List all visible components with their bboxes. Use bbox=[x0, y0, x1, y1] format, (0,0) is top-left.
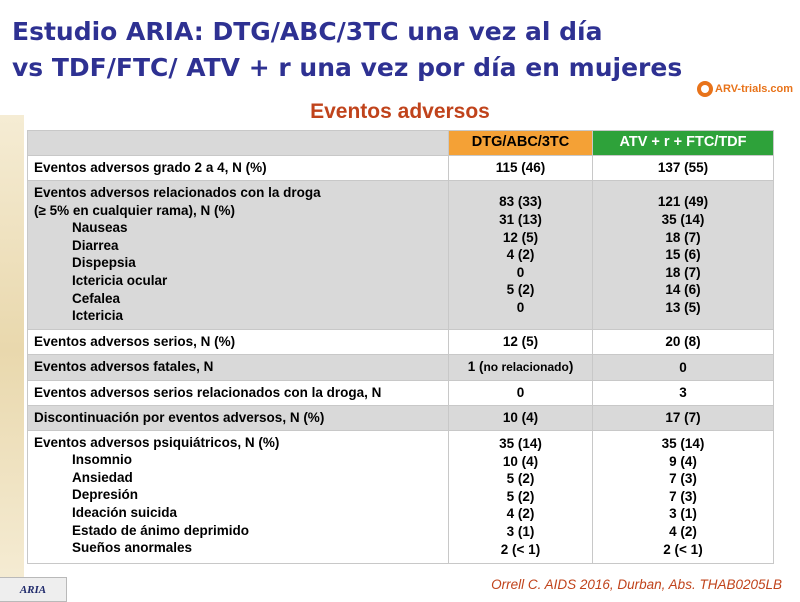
total-value: 83 (33) bbox=[499, 194, 542, 210]
row-values-dtg bbox=[449, 430, 593, 563]
row-label: Eventos adversos fatales, N bbox=[28, 355, 449, 381]
title-line-2: vs TDF/FTC/ ATV + r una vez por día en mujeres bbox=[12, 53, 683, 82]
total-value: 121 (49) bbox=[657, 194, 709, 210]
row-label: (≥ 5% en cualquier rama), N (%) bbox=[34, 202, 235, 218]
slide-subtitle: Eventos adversos bbox=[310, 100, 490, 123]
sub-item-value: 10 (4) bbox=[502, 453, 539, 469]
sub-item-label: Ictericia ocular bbox=[72, 272, 168, 288]
table-row bbox=[28, 405, 774, 430]
row-value-atv: 20 (8) bbox=[593, 330, 774, 355]
sub-item-label: Nauseas bbox=[72, 220, 128, 236]
sub-item-value: 4 (2) bbox=[506, 247, 535, 263]
sub-item-label: Cefalea bbox=[72, 290, 121, 306]
row-label: Eventos adversos serios, N (%) bbox=[28, 330, 449, 355]
row-value-atv: 0 bbox=[593, 355, 774, 381]
row-label: Eventos adversos psiquiátricos, N (%) bbox=[34, 434, 280, 450]
sub-item-value: 18 (7) bbox=[665, 229, 701, 245]
sub-item-value: 9 (4) bbox=[669, 453, 697, 469]
row-values-dtg bbox=[449, 181, 593, 330]
total-value: 35 (14) bbox=[499, 436, 542, 452]
row-values-atv bbox=[593, 181, 774, 330]
row-value-atv: 3 bbox=[593, 380, 774, 405]
table-row bbox=[28, 330, 774, 355]
row-label-group bbox=[28, 181, 449, 330]
sub-item-value: 35 (14) bbox=[661, 212, 705, 228]
sub-item-value: 15 (6) bbox=[665, 247, 701, 263]
sub-item-label: Diarrea bbox=[72, 237, 119, 253]
header-cell-atv: ATV + r + FTC/TDF bbox=[593, 131, 774, 156]
row-label-group bbox=[28, 430, 449, 563]
row-value-dtg: 0 bbox=[449, 380, 593, 405]
header-cell-blank bbox=[28, 131, 449, 156]
logo-text: ARV-trials.com bbox=[715, 83, 794, 95]
arv-trials-logo bbox=[697, 80, 793, 98]
sub-item-value: 0 bbox=[516, 299, 525, 315]
sub-item-value: 7 (3) bbox=[669, 488, 697, 504]
sub-item-value: 2 (< 1) bbox=[663, 541, 703, 557]
sub-item-value: 14 (6) bbox=[665, 282, 701, 298]
sub-item-value: 3 (1) bbox=[506, 523, 535, 539]
table-row bbox=[28, 430, 774, 563]
row-value-dtg: 115 (46) bbox=[449, 156, 593, 181]
slide-title bbox=[12, 14, 692, 86]
row-value-atv: 17 (7) bbox=[593, 405, 774, 430]
total-value: 35 (14) bbox=[661, 436, 705, 452]
sub-item-value: 4 (2) bbox=[506, 506, 535, 522]
row-values-atv bbox=[593, 430, 774, 563]
logo-icon bbox=[697, 81, 713, 97]
header-cell-dtg: DTG/ABC/3TC bbox=[449, 131, 593, 156]
value-note: no relacionado bbox=[483, 360, 569, 374]
sub-item-label: Insomnio bbox=[72, 452, 132, 468]
table-row bbox=[28, 355, 774, 381]
table-row bbox=[28, 156, 774, 181]
sub-item-label: Estado de ánimo deprimido bbox=[72, 522, 250, 538]
table-row bbox=[28, 380, 774, 405]
sub-item-value: 3 (1) bbox=[669, 506, 697, 522]
sub-item-value: 5 (2) bbox=[506, 282, 535, 298]
adverse-events-table bbox=[27, 130, 774, 564]
reference-citation: Orrell C. AIDS 2016, Durban, Abs. THAB0205LB bbox=[491, 577, 782, 592]
sub-item-label: Ictericia bbox=[72, 308, 124, 324]
table-row bbox=[28, 181, 774, 330]
sub-item-value: 13 (5) bbox=[665, 299, 701, 315]
sub-item-value: 31 (13) bbox=[499, 212, 542, 228]
sub-item-value: 18 (7) bbox=[665, 264, 701, 280]
row-value-dtg: 10 (4) bbox=[449, 405, 593, 430]
sub-item-label: Dispepsia bbox=[72, 255, 136, 271]
value-main: 1 ( bbox=[467, 359, 484, 374]
row-label: Eventos adversos serios relacionados con la droga, N bbox=[28, 380, 449, 405]
value-close: ) bbox=[568, 359, 574, 374]
side-decoration bbox=[0, 115, 24, 585]
sub-item-value: 7 (3) bbox=[669, 471, 697, 487]
row-value-atv: 137 (55) bbox=[593, 156, 774, 181]
sub-item-label: Ansiedad bbox=[72, 469, 133, 485]
sub-item-value: 4 (2) bbox=[669, 523, 697, 539]
row-label: Eventos adversos relacionados con la droga bbox=[34, 185, 321, 200]
sub-item-label: Ideación suicida bbox=[72, 504, 178, 520]
sub-item-value: 5 (2) bbox=[506, 488, 535, 504]
sub-item-value: 12 (5) bbox=[502, 229, 539, 245]
table-header-row bbox=[28, 131, 774, 156]
sub-item-label: Sueños anormales bbox=[72, 540, 193, 556]
sub-item-value: 2 (< 1) bbox=[500, 541, 541, 557]
sub-item-value: 0 bbox=[516, 264, 525, 280]
sub-item-label: Depresión bbox=[72, 487, 139, 503]
row-label: Eventos adversos grado 2 a 4, N (%) bbox=[28, 156, 449, 181]
row-label: Discontinuación por eventos adversos, N (%) bbox=[28, 405, 449, 430]
title-line-1: Estudio ARIA: DTG/ABC/3TC una vez al día bbox=[12, 17, 603, 46]
row-value-dtg bbox=[449, 355, 593, 381]
row-value-dtg: 12 (5) bbox=[449, 330, 593, 355]
study-badge: ARIA bbox=[0, 577, 67, 602]
sub-item-value: 5 (2) bbox=[506, 471, 535, 487]
